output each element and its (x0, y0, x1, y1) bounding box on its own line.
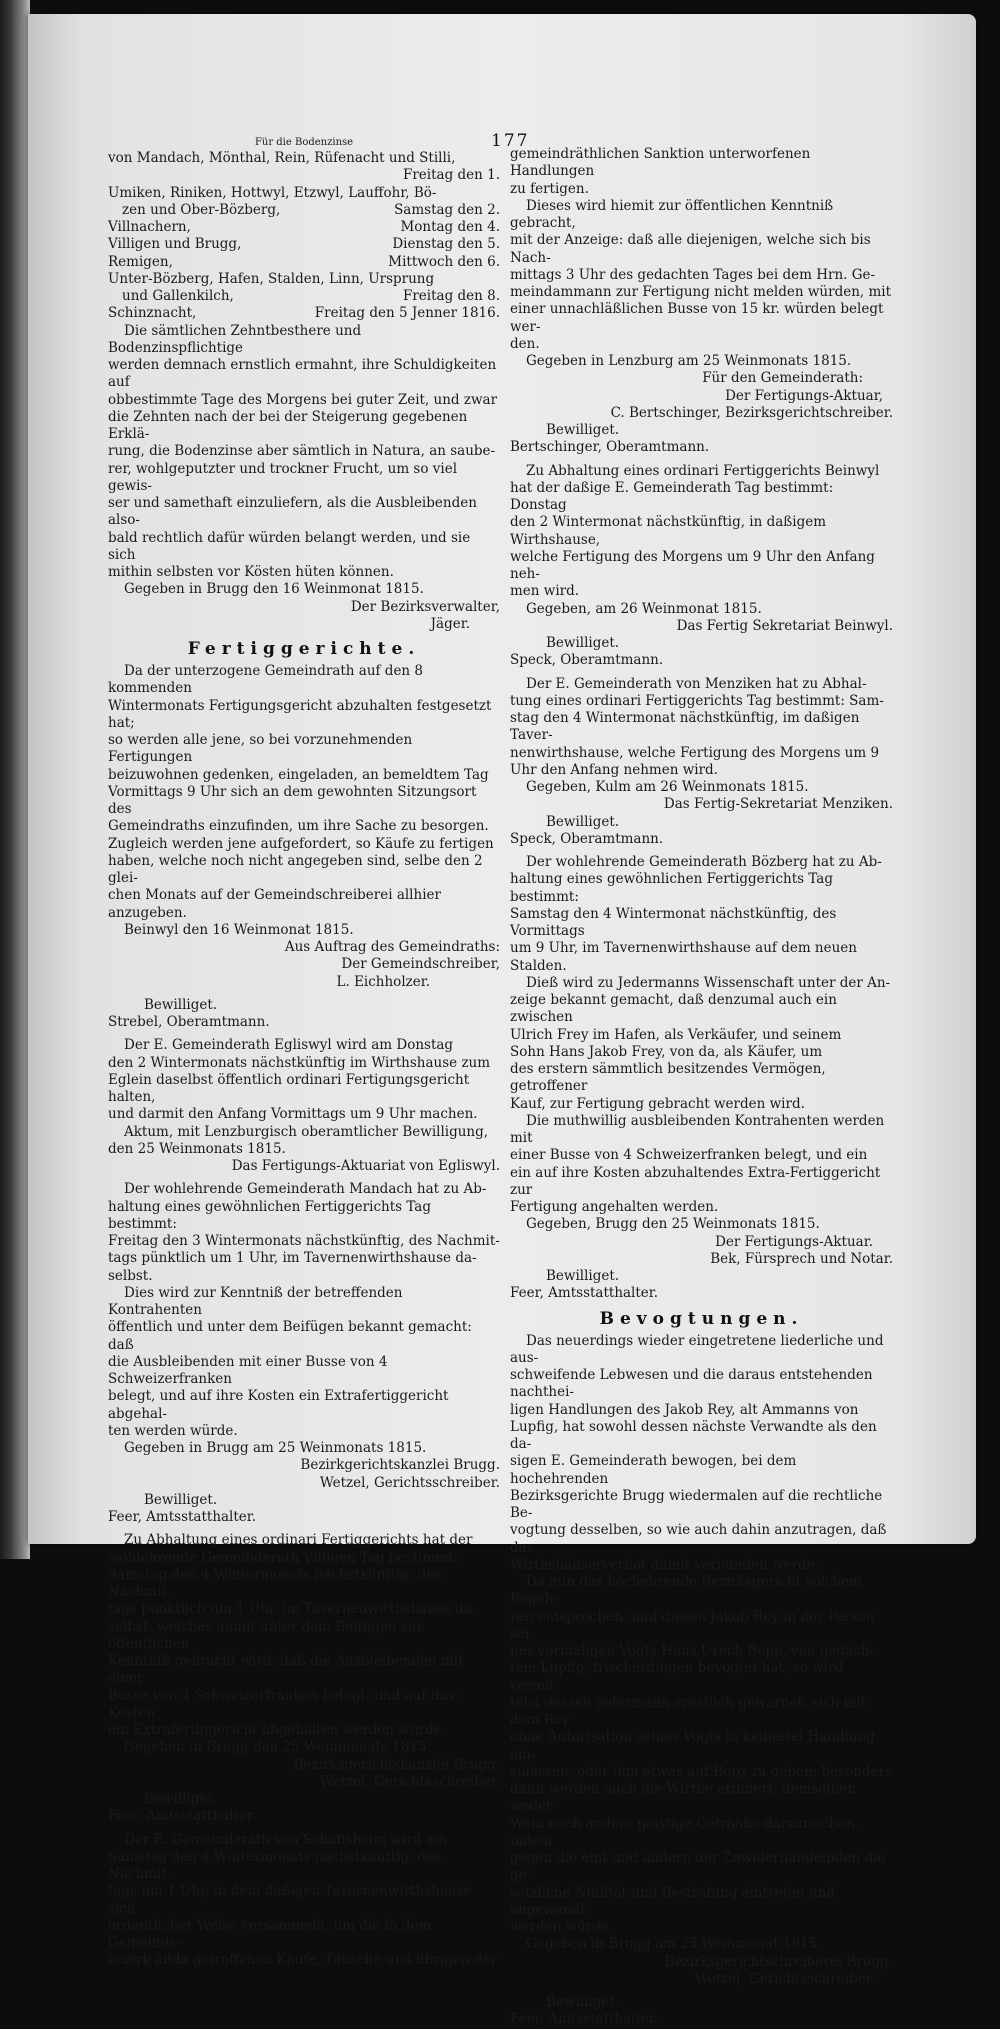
schedule-line: Villigen und Brugg, (108, 236, 242, 253)
text-line: setzliche Nullität und Bestrafung eintreten und angewandt (510, 1884, 835, 1918)
text-line: den 2 Wintermonat nächstkünftig, in daßigem Wirthshause, (510, 514, 827, 548)
text-line: belegt, und auf ihre Kosten ein Extrafertiggericht abgehal- (108, 1388, 449, 1422)
text-line: und darmit den Anfang Vormittags um 9 Uhr machen. (108, 1106, 478, 1123)
approval: Bewilliget. (546, 422, 620, 438)
text-line: Zu Abhaltung eines ordinari Fertiggerichts hat der (124, 1532, 473, 1549)
text-line: Der wohlehrende Gemeinderath Mandach hat zu Ab- (124, 1181, 487, 1198)
text-line: haltung eines gewöhnlichen Fertiggerichts Tag bestimmt: (510, 871, 833, 905)
text-line: men wird. (510, 583, 580, 600)
approval: Bewilliget. (546, 813, 620, 830)
approval: Bewilliget. (546, 1994, 620, 2010)
page-sheet (28, 14, 976, 2028)
signature-title: Bezirkgerichtskanzlei Brugg. (300, 1457, 500, 1474)
schedule-line: Schinznacht, (108, 305, 197, 322)
date-line: Gegeben, Brugg den 25 Weinmonats 1815. (526, 1216, 820, 1233)
date-line: Gegeben in Brugg den 25 Weinmonats 1815. (124, 1739, 431, 1756)
text-line: gegen die eint und andern der Zuwiderhandelnden die ge- (510, 1850, 886, 1884)
schedule-date: Freitag den 5 Jenner 1816. (314, 305, 500, 322)
section-heading-fertiggerichte: Fertiggerichte. (187, 639, 421, 659)
text-line: Kenntniß gebracht wird, daß die Ausbleibenden mit einer (108, 1653, 464, 1687)
approval-signer: Feer, Amtsstatthalter. (510, 1285, 659, 1302)
date-line: Gegeben in Brugg am 25 Weinmonat 1815. (526, 1936, 822, 1953)
text-line: schweifende Lebwesen und die daraus entstehenden nachthei- (510, 1367, 873, 1401)
text-line: Samstag den 4 Wintermonats nächstkünftig, des Nachmit- (108, 1848, 442, 1882)
date-line: Gegeben in Brugg am 25 Weinmonats 1815. (124, 1440, 427, 1456)
signature-title: Der Gemeindschreiber, (341, 956, 500, 973)
text-line: die Ausbleibenden mit einer Busse von 4 Schweizerfranken (108, 1353, 388, 1387)
text-line: tags pünktlich um 1 Uhr, im Tavernenwirthshause da- (108, 1250, 477, 1267)
text-line: werden würde. (510, 1919, 614, 1935)
schedule-line: Villnachern, (108, 219, 191, 235)
text-line: Ulrich Frey im Hafen, als Verkäufer, und seinem (510, 1026, 842, 1043)
signature-title: Bezirksgerichtschreiberei Brugg. (664, 1953, 893, 1970)
signature-name: L. Eichholzer. (336, 973, 430, 990)
text-line: die Zehnten nach der bei der Steigerung gegebenen Erklä- (108, 408, 468, 442)
text-line: zulassen, oder ihm etwas auf Borg zu geben; besonders (510, 1763, 892, 1780)
text-line: Fertigung angehalten werden. (510, 1199, 719, 1215)
left-column (108, 136, 500, 1970)
signature-title: Der Fertigungs-Aktuar, (725, 387, 883, 404)
approval: Bewilliget. (546, 635, 620, 651)
text-line: beizuwohnen gedenken, eingeladen, an bemeldtem Tag (108, 766, 489, 783)
text-line: Wintermonats Fertigungsgericht abzuhalten festgesetzt hat; (108, 697, 492, 731)
text-line: um 9 Uhr, im Tavernenwirthshause auf dem neuen (510, 940, 857, 957)
paragraph (510, 676, 893, 780)
paragraph (108, 1037, 500, 1158)
text-line: gemeindräthlichen Sanktion unterworfenen Handlungen (510, 146, 811, 180)
paragraph (510, 1333, 893, 1937)
schedule-date: Freitag den 1. (402, 167, 500, 184)
schedule-date: Samstag den 2. (394, 201, 500, 218)
text-line: Das neuerdings wieder eingetretene liederliche und aus- (510, 1332, 884, 1366)
text-line: Wirthshäuserverbot damit verbunden werde. (510, 1556, 819, 1573)
date-line: Gegeben in Lenzburg am 25 Weinmonats 1815. (526, 353, 852, 369)
text-line: Der E. Gemeinderath von Schafisheim wird am (124, 1831, 447, 1848)
text-line: Uhr den Anfang nehmen wird. (510, 761, 718, 778)
text-line: rer, wohlgeputzter und trockner Frucht, um so viel gewis- (108, 460, 458, 494)
caption: Für die Bodenzinse (254, 137, 354, 148)
schedule-line: Unter-Bözberg, Hafen, Stalden, Linn, Ursprung (108, 270, 435, 287)
paragraph (510, 463, 893, 601)
approval-signer: Speck, Oberamtmann. (510, 652, 664, 669)
section-heading-bevogtungen: Bevogtungen. (599, 1308, 804, 1329)
right-column (510, 146, 893, 2029)
schedule-line: Remigen, (108, 253, 173, 270)
text-line: mithin selbsten vor Kösten hüten können. (108, 564, 394, 580)
signature-name: Wetzel, Gerichtsschreiber. (319, 1773, 500, 1790)
schedule-line: und Gallenkilch, (122, 288, 234, 304)
signature-name: Wetzel, Gerichtsschreiber. (319, 1474, 500, 1491)
text-line: so werden alle jene, so bei vorzunehmenden Fertigungen (108, 732, 413, 766)
text-line: haltung eines gewöhnlichen Fertiggerichts Tag bestimmt: (108, 1198, 431, 1232)
paragraph (108, 1832, 500, 1970)
text-line: wohlehrende Gemeinderath Villigen Tag bestimmt: (108, 1549, 458, 1566)
text-line: tung eines ordinari Fertiggerichts Tag bestimmt: Sam- (510, 692, 884, 709)
text-line: Aktum, mit Lenzburgisch oberamtlicher Bewilligung, (124, 1123, 489, 1140)
text-line: werden demnach ernstlich ermahnt, ihre Schuldigkeiten auf (108, 357, 497, 391)
text-line: Da der unterzogene Gemeindrath auf den 8 kommenden (108, 663, 424, 697)
text-line: Gemeindraths einzufinden, um ihre Sache zu besorgen. (108, 818, 489, 835)
signature-title: Das Fertig-Sekretariat Menziken. (663, 796, 893, 813)
text-line: ordentlicher Weise versammeln, um die in dem Gemeinds- (108, 1917, 432, 1951)
text-line: Bezirksgerichte Brugg wiedermalen auf die rechtliche Be- (510, 1487, 883, 1521)
text-line: Dieß wird zu Jedermanns Wissenschaft unter der An- (526, 974, 891, 991)
schedule-date: Montag den 4. (400, 219, 500, 235)
text-line: öffentlich und unter dem Beifügen bekannt gemacht: daß (108, 1319, 472, 1353)
signature-title: Für den Gemeinderath: (702, 370, 863, 387)
text-line: Samstag den 4 Wintermonats nächstkünftig, des Nachmit- (108, 1566, 442, 1600)
approval-signer: Bertschinger, Oberamtmann. (510, 439, 710, 456)
schedule-date: Dienstag den 5. (392, 236, 500, 253)
approval-signer: Feer, Amtsstatthalter. (108, 1509, 257, 1525)
signature-title: Der Bezirksverwalter, (350, 598, 500, 615)
signature-title: Der Fertigungs-Aktuar. (715, 1233, 873, 1250)
schedule-date: Freitag den 8. (402, 288, 500, 304)
text-line: hat der daßige E. Gemeinderath Tag bestimmt: Donstag (510, 479, 834, 513)
approval-signer: Strebel, Oberamtmann. (108, 1014, 270, 1030)
text-line: den 2 Wintermonats nächstkünftig im Wirthshause zum (108, 1054, 491, 1071)
schedule-date: Mittwoch den 6. (388, 253, 500, 270)
text-line: den 25 Weinmonats 1815. (108, 1140, 286, 1157)
text-line: meindammann zur Fertigung nicht melden würden, mit (510, 284, 892, 300)
signature-name: Bek, Fürsprech und Notar. (710, 1250, 893, 1267)
paragraph (108, 1532, 500, 1739)
text-line: den. (510, 335, 540, 352)
text-line: selbst; welches anmit unter dem Beifügen zur öffentlichen (108, 1618, 424, 1652)
approval: Bewilliget. (546, 1268, 620, 1284)
book-spine-edge (0, 0, 30, 1559)
text-line: Freitag den 3 Wintermonats nächstkünftig, des Nachmit- (108, 1233, 500, 1249)
schedule-line: zen und Ober-Bözberg, (122, 201, 281, 218)
text-line: Vormittags 9 Uhr sich an dem gewohnten Sitzungsort des (108, 783, 477, 817)
text-line: stag den 4 Wintermonat nächstkünftig, im daßigen Taver- (510, 710, 860, 744)
text-line: chen Monats auf der Gemeindschreiberei allhier anzugeben. (108, 887, 441, 921)
text-line: Wein noch andere geistige Getränke darzureichen, indem (510, 1815, 859, 1849)
date-line: Beinwyl den 16 Weinmonat 1815. (124, 921, 354, 938)
text-line: Dies wird zur Kenntniß der betreffenden Kontrahenten (108, 1284, 403, 1318)
text-line: rung, die Bodenzinse aber sämtlich in Natura, an saube- (108, 443, 496, 460)
signature-title: Das Fertig Sekretariat Beinwyl. (676, 617, 893, 634)
text-line: Die muthwillig ausbleibenden Kontrahenten werden mit (510, 1112, 885, 1146)
text-line: obbestimmte Tage des Morgens bei guter Zeit, und zwar (108, 391, 498, 408)
approval: Bewilliget. (144, 1791, 218, 1807)
text-line: ligen Handlungen des Jakob Rey, alt Ammanns von (510, 1401, 859, 1418)
text-line: ohne Autorisation seines Vogts in keinerlei Handlung ein- (510, 1729, 875, 1763)
date-line: Gegeben in Brugg den 16 Weinmonat 1815. (124, 581, 424, 598)
text-line: zu fertigen. (510, 180, 589, 197)
paragraph (510, 146, 893, 353)
signature-name: Wetzel, Gerichtsschreiber. (694, 1970, 875, 1987)
text-line: Samstag den 4 Wintermonat nächstkünftig, des Vormittags (510, 905, 837, 939)
text-line: Zu Abhaltung eines ordinari Fertiggerichts Beinwyl (526, 462, 880, 479)
paragraph (108, 323, 500, 582)
signature-name: Jäger. (430, 615, 470, 632)
text-line: Busse von 4 Schweizerfranken belegt, und auf ihre Kosten (108, 1687, 459, 1721)
text-line: telst dessen jedermann ernstlich gewarnet, sich mit dem Rey (510, 1694, 867, 1728)
text-line: einer unnachläßlichen Busse von 15 kr. würden belegt wer- (510, 301, 884, 335)
paragraph (108, 1181, 500, 1440)
text-line: selbst. (108, 1267, 153, 1284)
text-line: welche Fertigung des Morgens um 9 Uhr den Anfang neh- (510, 548, 875, 582)
text-line: Der wohlehrende Gemeinderath Bözberg hat zu Ab- (526, 854, 882, 870)
text-line: Lupfig, hat sowohl dessen nächste Verwandte als den da- (510, 1418, 877, 1452)
text-line: haben, welche noch nicht angegeben sind, selbe den 2 glei- (108, 852, 483, 886)
signature-title: Das Fertigungs-Aktuariat von Egliswyl. (231, 1158, 500, 1174)
text-line: einer Busse von 4 Schweizerfranken belegt, und ein (510, 1147, 868, 1164)
text-line: nenwirthshause, welche Fertigung des Morgens um 9 (510, 744, 880, 761)
text-line: dann werden auch die Wirthe erinnert, demselben weder (510, 1781, 856, 1815)
text-line: Eglein daselbst öffentlich ordinari Fertigungsgericht halten, (108, 1071, 470, 1105)
text-line: nes vormaligen Vogts Hans Urech Bopp, von gedach- (510, 1643, 875, 1659)
date-line: Gegeben, Kulm am 26 Weinmonats 1815. (526, 779, 809, 795)
paragraph (108, 663, 500, 922)
text-line: ren entsprochen, und diesen Jakob Rey in der Person sei- (510, 1608, 875, 1642)
text-line: tem Lupfig, frischerdingen bevogtet hat; so wird vermit- (510, 1660, 844, 1694)
text-line: Kauf, zur Fertigung gebracht werden wird. (510, 1095, 805, 1112)
text-line: zeige bekannt gemacht, daß denzumal auch ein zwischen (510, 992, 837, 1026)
date-line: Gegeben, am 26 Weinmonat 1815. (526, 600, 762, 617)
text-line: Sohn Hans Jakob Frey, von da, als Käufer, um (510, 1043, 823, 1060)
signature-title: Aus Auftrag des Gemeindraths: (284, 939, 500, 955)
approval-signer: Feer, Amtsstatthalter. (108, 1808, 257, 1825)
schedule (108, 150, 500, 323)
text-line: tags pünktlich um 1 Uhr, im Tavernenwirthshause da- (108, 1601, 477, 1618)
text-line: ein Extrafertiggericht abgehalten werden würde. (108, 1722, 446, 1738)
paragraph (510, 854, 893, 1216)
text-line: Der E. Gemeinderath von Menziken hat zu Abhal- (526, 675, 867, 692)
text-line: ser und samethaft einzuliefern, als die Ausbleibenden also- (108, 495, 477, 529)
text-line: tags um 1 Uhr, in dem daßigen Tavernenwirthshause sich (108, 1883, 472, 1917)
text-line: Stalden. (510, 957, 567, 974)
text-line: Der E. Gemeinderath Egliswyl wird am Donstag (124, 1037, 454, 1054)
text-line: ten werden würde. (108, 1422, 238, 1439)
approval-signer: Feer, Amtsstatthalter. (510, 2011, 659, 2028)
text-line: ein auf ihre Kosten abzuhaltendes Extra-Fertiggericht zur (510, 1164, 881, 1198)
text-line: bald rechtlich dafür würden belangt werden, und sie sich (108, 529, 471, 563)
text-line: mittags 3 Uhr des gedachten Tages bei dem Hrn. Ge- (510, 266, 876, 283)
approval: Bewilliget. (144, 996, 218, 1013)
text-line: Da nun das hochehrende Bezirksgericht solchem Begeh- (510, 1574, 862, 1608)
schedule-line: von Mandach, Mönthal, Rein, Rüfenacht und Stilli, (108, 150, 456, 166)
text-line: bezirk allda getroffenen Käufe, Täusche und übrigen der (108, 1952, 497, 1969)
page-number: 177 (491, 131, 530, 151)
text-line: vogtung desselben, so wie auch dahin anzutragen, daß das (510, 1522, 887, 1556)
approval-signer: Speck, Oberamtmann. (510, 830, 664, 847)
signature-name: C. Bertschinger, Bezirksgerichtschreiber. (610, 404, 893, 421)
signature-title: Bezirksgerichtskanzlei Brugg. (293, 1756, 500, 1773)
text-line: mit der Anzeige: daß alle diejenigen, welche sich bis Nach- (510, 232, 871, 266)
text-line: des erstern sämmtlich besitzendes Vermögen, getroffener (510, 1061, 826, 1095)
text-line: Dieses wird hiemit zur öffentlichen Kenntniß gebracht, (510, 197, 834, 231)
text-line: sigen E. Gemeinderath bewogen, bei dem hochehrenden (510, 1453, 797, 1487)
text-line: Zugleich werden jene aufgefordert, so Käufe zu fertigen (108, 835, 494, 852)
approval: Bewilliget. (144, 1491, 218, 1508)
text-line: Die sämtlichen Zehntbesthere und Bodenzinspflichtige (108, 322, 362, 356)
schedule-line: Umiken, Riniken, Hottwyl, Etzwyl, Lauffohr, Bö- (108, 184, 437, 201)
